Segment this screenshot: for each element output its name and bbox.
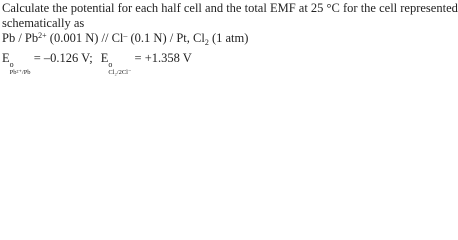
- cell-cl2-pressure: (1 atm): [208, 31, 249, 45]
- e-cl-value: = +1.358 V: [131, 50, 192, 65]
- e-cl-couple: Cl₂/2Cl⁻: [108, 68, 132, 76]
- e-cl-degree: o: [108, 59, 113, 69]
- e-pb-annotation: [10, 61, 31, 77]
- e-pb-couple: Pb²⁺/Pb: [9, 68, 31, 76]
- e-cl-annotation: [108, 61, 131, 77]
- standard-potentials: [2, 50, 350, 77]
- problem-statement: [0, 0, 458, 76]
- cell-pb-charge: 2+: [38, 31, 47, 40]
- e-pb-degree: o: [9, 59, 14, 69]
- cell-notation: [2, 31, 350, 46]
- e-cl-symbol: E: [100, 50, 109, 65]
- e-pb-value: = –0.126 V;: [30, 50, 93, 65]
- cell-cl-conc: (0.1 N) / Pt, Cl: [127, 31, 205, 45]
- cell-cl2-subscript: 2: [204, 38, 209, 47]
- cell-pb: Pb / Pb: [2, 31, 39, 45]
- problem-text-line-2: schematically as: [2, 15, 85, 30]
- cell-pb-conc: (0.001 N) // Cl: [46, 31, 124, 45]
- e-pb-symbol: E: [2, 50, 10, 65]
- problem-text-line-1: Calculate the potential for each half cell and the total EMF at 25 °C for the cell represented: [2, 1, 458, 15]
- cell-cl-charge: –: [123, 31, 128, 40]
